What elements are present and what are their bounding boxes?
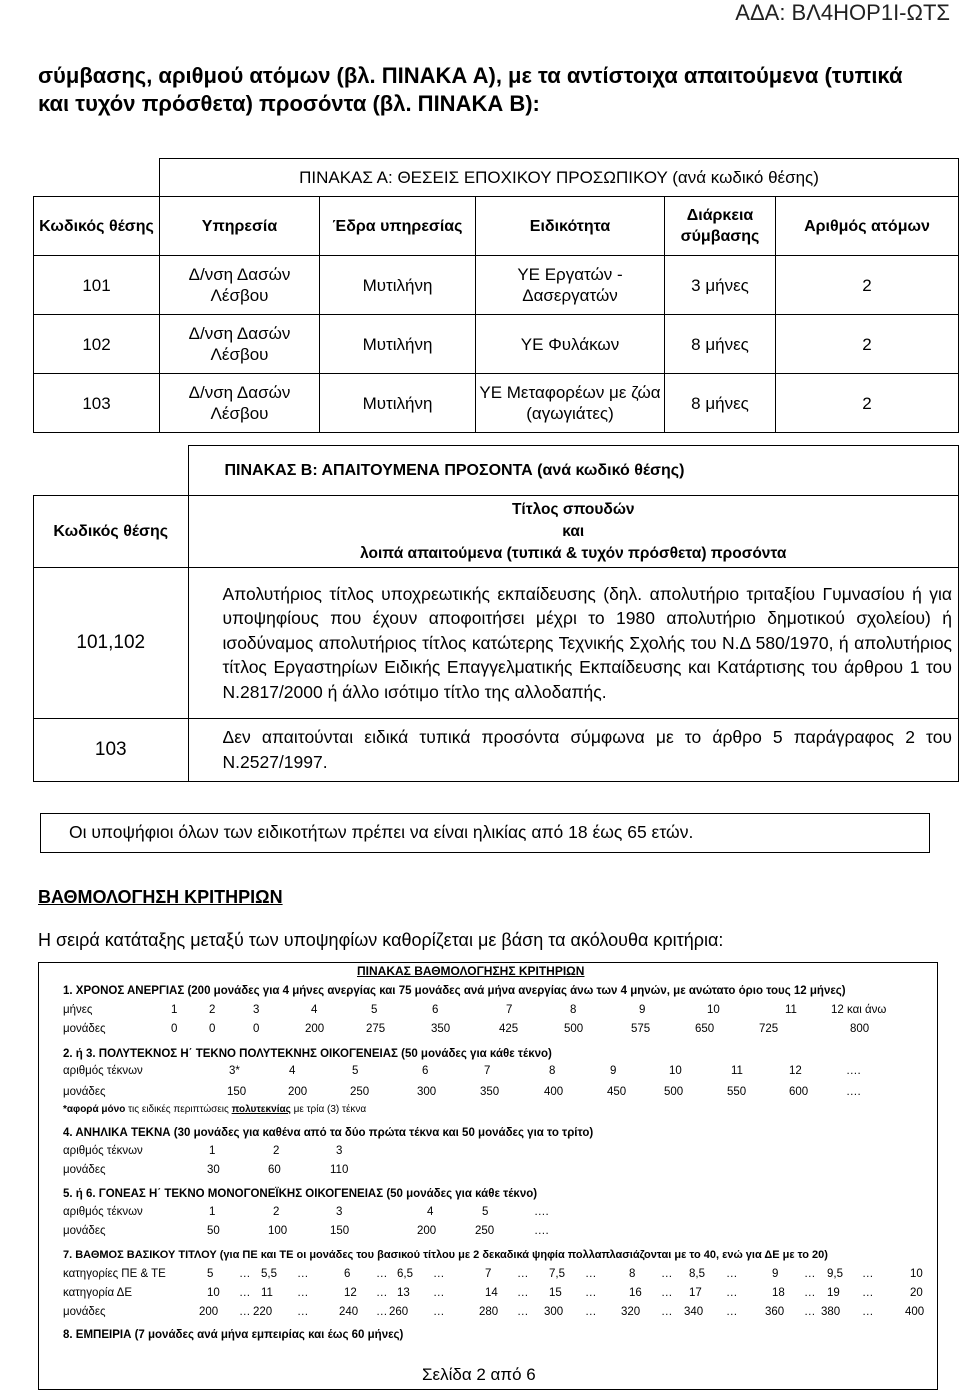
criteria-value: … [517, 1268, 529, 1280]
criteria-value: 3 [253, 1004, 260, 1016]
criteria-value: 12 [344, 1287, 357, 1299]
criterion-2-title: 2. ή 3. ΠΟΛΥΤΕΚΝΟΣ Η΄ ΤΕΚΝΟ ΠΟΛΥΤΕΚΝΗΣ ΟΙΚΟΓΕΝΕΙΑΣ (50 μονάδες για κάθε τέκνο) [63, 1048, 552, 1060]
criteria-value: … [239, 1306, 251, 1318]
criteria-value: … [585, 1268, 597, 1280]
criteria-value: 4 [289, 1065, 296, 1077]
criteria-value: 3 [336, 1145, 343, 1157]
criteria-value: 150 [227, 1086, 247, 1098]
criteria-value: … [239, 1268, 251, 1280]
criteria-value: 340 [684, 1306, 704, 1318]
criterion-7-label: κατηγορία ΔΕ [63, 1287, 132, 1299]
criteria-value: 3 [336, 1206, 343, 1218]
table-row [34, 315, 959, 374]
criteria-value: 7 [485, 1268, 492, 1280]
criteria-value: 6 [422, 1065, 429, 1077]
criteria-value: 2 [273, 1145, 280, 1157]
criteria-value: … [726, 1287, 738, 1299]
table-cell: Μυτιλήνη [320, 315, 476, 374]
criteria-value: 4 [427, 1206, 434, 1218]
criterion-5-label: μονάδες [63, 1225, 106, 1237]
table-b-header-line: και [562, 522, 585, 540]
criteria-value: 10 [910, 1268, 923, 1280]
criteria-value: 200 [288, 1086, 308, 1098]
note-part: *αφορά μόνο [63, 1104, 126, 1115]
criteria-value: … [376, 1268, 388, 1280]
criteria-value: 110 [330, 1164, 349, 1176]
criteria-value: … [517, 1306, 529, 1318]
criteria-value: 275 [366, 1023, 386, 1035]
criteria-value: 7,5 [549, 1268, 565, 1280]
table-cell: 2 [776, 256, 959, 315]
table-cell: ΥΕ Εργατών - Δασεργατών [476, 256, 665, 315]
criteria-value: 300 [417, 1086, 437, 1098]
criteria-value: 250 [350, 1086, 370, 1098]
table-cell: Δ/νση Δασών Λέσβου [160, 374, 320, 433]
criteria-value: 575 [631, 1023, 651, 1035]
criteria-value: …. [846, 1065, 861, 1077]
criteria-value: 100 [268, 1225, 288, 1237]
criteria-value: 360 [765, 1306, 785, 1318]
intro-text: σύμβασης, αριθμού ατόμων (βλ. ΠΙΝΑΚΑ Α), με τα αντίστοιχα απαιτούμενα (τυπικά και τυχόν πρόσθετα) προσόντα (βλ. ΠΙΝΑΚΑ Β): [38, 63, 903, 116]
criteria-value: 50 [207, 1225, 220, 1237]
note-part: πολυτεκνίας [231, 1104, 291, 1115]
criteria-value: 8 [629, 1268, 636, 1280]
criteria-value: 350 [431, 1023, 451, 1035]
criteria-value: 9,5 [827, 1268, 843, 1280]
criteria-value: 2 [273, 1206, 280, 1218]
table-a-header: Ειδικότητα [476, 197, 665, 256]
criteria-value: 14 [485, 1287, 498, 1299]
criteria-value: 3* [229, 1065, 240, 1077]
criteria-value: 15 [549, 1287, 562, 1299]
age-note: Οι υποψήφιοι όλων των ειδικοτήτων πρέπει να είναι ηλικίας από 18 έως 65 ετών. [69, 822, 694, 842]
table-cell: 8 μήνες [665, 374, 776, 433]
criterion-5-title: 5. ή 6. ΓΟΝΕΑΣ Η΄ ΤΕΚΝΟ ΜΟΝΟΓΟΝΕΪΚΗΣ ΟΙΚΟΓΕΝΕΙΑΣ (50 μονάδες για κάθε τέκνο) [63, 1188, 538, 1200]
criteria-value: 2 [209, 1004, 216, 1016]
criteria-value: 9 [639, 1004, 646, 1016]
criterion-2-note [63, 1104, 366, 1115]
criteria-value: … [376, 1306, 388, 1318]
order-text: Η σειρά κατάταξης μεταξύ των υποψηφίων καθορίζεται με βάση τα ακόλουθα κριτήρια: [38, 930, 724, 950]
table-cell: 2 [776, 315, 959, 374]
criteria-value: 9 [772, 1268, 779, 1280]
page-footer: Σελίδα 2 από 6 [422, 1365, 536, 1384]
criteria-value: 11 [261, 1287, 273, 1299]
table-cell: ΥΕ Μεταφορέων με ζώα (αγωγιάτες) [476, 374, 665, 433]
age-note-box [40, 813, 930, 853]
table-cell: Δ/νση Δασών Λέσβου [160, 315, 320, 374]
table-b [33, 445, 959, 782]
table-cell: 102 [34, 315, 160, 374]
criteria-value: 6 [432, 1004, 439, 1016]
criteria-value: … [239, 1287, 251, 1299]
criterion-1-label: μονάδες [63, 1023, 106, 1035]
criteria-value: 450 [607, 1086, 627, 1098]
criteria-title: ΠΙΝΑΚΑΣ ΒΑΘΜΟΛΟΓΗΣΗΣ ΚΡΙΤΗΡΙΩΝ [357, 964, 585, 978]
criteria-value: 1 [209, 1206, 216, 1218]
criterion-2-label: αριθμός τέκνων [63, 1065, 143, 1077]
criteria-value: … [585, 1287, 597, 1299]
criteria-value: … [376, 1287, 388, 1299]
criteria-value: 320 [621, 1306, 641, 1318]
criteria-value: 550 [727, 1086, 747, 1098]
table-a-header: Έδρα υπηρεσίας [320, 197, 476, 256]
criteria-value: 17 [689, 1287, 702, 1299]
note-part: τις ειδικές περιπτώσεις [128, 1104, 229, 1115]
criteria-value: … [726, 1306, 738, 1318]
criteria-value: 500 [664, 1086, 684, 1098]
criteria-value: … [726, 1268, 738, 1280]
criteria-value: 0 [171, 1023, 178, 1035]
criteria-value: … [862, 1268, 874, 1280]
table-a-header: Υπηρεσία [160, 197, 320, 256]
criteria-value: 5,5 [261, 1268, 277, 1280]
table-row [34, 256, 959, 315]
criteria-value: 13 [397, 1287, 410, 1299]
criteria-value: … [585, 1306, 597, 1318]
criteria-value: 9 [610, 1065, 617, 1077]
criterion-5-label: αριθμός τέκνων [63, 1206, 143, 1218]
criteria-value: … [297, 1287, 309, 1299]
criteria-value: 200 [199, 1306, 219, 1318]
note-part: με τρία (3) τέκνα [293, 1104, 367, 1115]
criteria-value: … [297, 1306, 309, 1318]
criteria-value: 4 [311, 1004, 318, 1016]
table-b-header: Κωδικός θέσης [34, 496, 189, 568]
criteria-value: 600 [789, 1086, 809, 1098]
criteria-value: 30 [207, 1164, 220, 1176]
table-a-header: Διάρκεια σύμβασης [665, 197, 776, 256]
criteria-value: 300 [544, 1306, 564, 1318]
table-b-header-line: λοιπά απαιτούμενα (τυπικά & τυχόν πρόσθετα) προσόντα [360, 544, 787, 562]
table-cell: Μυτιλήνη [320, 256, 476, 315]
criteria-value: 500 [564, 1023, 584, 1035]
criteria-value: 250 [475, 1225, 495, 1237]
table-cell: 103 [34, 374, 160, 433]
table-cell: Μυτιλήνη [320, 374, 476, 433]
table-a-header: Αριθμός ατόμων [776, 197, 959, 256]
table-a-header: Κωδικός θέσης [34, 197, 160, 256]
criteria-value: … [862, 1306, 874, 1318]
criteria-value: … [804, 1306, 816, 1318]
criteria-value: … [433, 1287, 445, 1299]
criterion-4-label: αριθμός τέκνων [63, 1145, 143, 1157]
criteria-value: … [517, 1287, 529, 1299]
criteria-value: 8 [570, 1004, 577, 1016]
criteria-value: 10 [707, 1004, 720, 1016]
table-b-header [188, 496, 959, 568]
criteria-value: 240 [339, 1306, 359, 1318]
criteria-value: … [661, 1287, 673, 1299]
table-a [33, 158, 959, 433]
criteria-value: 5 [482, 1206, 489, 1218]
criteria-value: … [661, 1306, 673, 1318]
criteria-value: 380 [821, 1306, 841, 1318]
table-cell: Απολυτήριος τίτλος υποχρεωτικής εκπαίδευσης (δηλ. απολυτήριο τριταξίου Γυμνασίου ή για υποψηφίους που έχουν αποφοιτήσει μέχρι το 1980 απολυτήριο δημοτικού σχολείου) ή ισοδύναμος απολυτήριος τίτλος κατώτερης Τεχνικής Σχολής του Ν.Δ 580/1970, ή απολυτήριος τίτλος Εργαστηρίων Ειδικής Επαγγελματικής Εκπαίδευσης και Κατάρτισης του άρθρου 1 του Ν.2817/2000 ή άλλο ισότιμο τίτλο της αλλοδαπής. [188, 568, 959, 719]
criterion-7-label: μονάδες [63, 1306, 106, 1318]
criteria-value: 200 [305, 1023, 325, 1035]
table-cell: ΥΕ Φυλάκων [476, 315, 665, 374]
criteria-value: 280 [479, 1306, 499, 1318]
criterion-8-title: 8. ΕΜΠΕΙΡΙΑ (7 μονάδες ανά μήνα εμπειρίας και έως 60 μήνες) [63, 1329, 404, 1341]
criteria-value: … [433, 1268, 445, 1280]
criterion-4-title: 4. ΑΝΗΛΙΚΑ ΤΕΚΝΑ (30 μονάδες για καθένα από τα δύο πρώτα τέκνα και 50 μονάδες για το τρίτο) [63, 1127, 594, 1139]
criteria-value: 7 [506, 1004, 513, 1016]
table-cell: 101 [34, 256, 160, 315]
criteria-value: 650 [695, 1023, 715, 1035]
criteria-value: 11 [731, 1065, 743, 1077]
criteria-value: 18 [772, 1287, 785, 1299]
criteria-value: … [862, 1287, 874, 1299]
criteria-value: 7 [484, 1065, 491, 1077]
criteria-value: 19 [827, 1287, 840, 1299]
criterion-4-label: μονάδες [63, 1164, 106, 1176]
criteria-value: 6,5 [397, 1268, 413, 1280]
criteria-value: 150 [330, 1225, 350, 1237]
criteria-value: …. [534, 1206, 549, 1218]
criteria-value: 400 [544, 1086, 564, 1098]
criteria-value: 12 [789, 1065, 802, 1077]
criterion-7-title: 7. ΒΑΘΜΟΣ ΒΑΣΙΚΟΥ ΤΙΤΛΟΥ (για ΠΕ και ΤΕ οι μονάδες του βασικού τίτλου με 2 δεκαδικά ψηφία πολλαπλασιάζονται με το 40, ενώ για ΔΕ με το 20) [63, 1249, 828, 1261]
criteria-value: 5 [371, 1004, 378, 1016]
criteria-value: 1 [209, 1145, 216, 1157]
criteria-value: …. [846, 1086, 861, 1098]
table-cell: 2 [776, 374, 959, 433]
criteria-value: … [433, 1306, 445, 1318]
grading-heading: ΒΑΘΜΟΛΟΓΗΣΗ ΚΡΙΤΗΡΙΩΝ [38, 887, 283, 907]
criteria-value: 400 [905, 1306, 925, 1318]
criteria-value: 800 [850, 1023, 870, 1035]
criteria-value: 220 [253, 1306, 273, 1318]
criteria-value: 260 [389, 1306, 409, 1318]
criteria-value: 6 [344, 1268, 351, 1280]
table-cell: Δεν απαιτούνται ειδικά τυπικά προσόντα σύμφωνα με το άρθρο 5 παράγραφος 2 του Ν.2527/1997. [188, 719, 959, 782]
criteria-value: 10 [207, 1287, 220, 1299]
criteria-value: 5 [352, 1065, 359, 1077]
criterion-1-title: 1. ΧΡΟΝΟΣ ΑΝΕΡΓΙΑΣ (200 μονάδες για 4 μήνες ανεργίας και 75 μονάδες ανά μήνα ανεργίας άνω των 4 μηνών, με ανώτατο όριο τους 12 μήνες) [63, 985, 846, 997]
table-b-title: ΠΙΝΑΚΑΣ Β: ΑΠΑΙΤΟΥΜΕΝΑ ΠΡΟΣΟΝΤΑ (ανά κωδικό θέσης) [188, 446, 959, 496]
criteria-value: 350 [480, 1086, 500, 1098]
criteria-value: 10 [669, 1065, 682, 1077]
table-cell: 8 μήνες [665, 315, 776, 374]
table-row [34, 719, 959, 782]
table-a-title: ΠΙΝΑΚΑΣ Α: ΘΕΣΕΙΣ ΕΠΟΧΙΚΟΥ ΠΡΟΣΩΠΙΚΟΥ (ανά κωδικό θέσης) [160, 159, 959, 197]
criteria-value: 16 [629, 1287, 642, 1299]
criteria-value: 8 [549, 1065, 556, 1077]
criterion-7-label: κατηγορίες ΠΕ & ΤΕ [63, 1268, 166, 1280]
table-cell: 101,102 [34, 568, 189, 719]
table-b-header-line: Τίτλος σπουδών [511, 500, 635, 518]
criteria-value: 11 [785, 1004, 797, 1016]
criteria-value: 200 [417, 1225, 437, 1237]
criteria-value: 20 [910, 1287, 923, 1299]
criteria-value: 0 [209, 1023, 216, 1035]
table-cell: 103 [34, 719, 189, 782]
table-row [34, 374, 959, 433]
table-row [34, 568, 959, 719]
criteria-value: 8,5 [689, 1268, 705, 1280]
criterion-2-label: μονάδες [63, 1086, 106, 1098]
criteria-value: 1 [171, 1004, 178, 1016]
criteria-value: 5 [207, 1268, 214, 1280]
ada-code: ΑΔΑ: ΒΛ4ΗΟΡ1Ι-ΩΤΣ [735, 0, 950, 25]
criteria-value: …. [534, 1225, 549, 1237]
criteria-value: … [804, 1287, 816, 1299]
table-cell: Δ/νση Δασών Λέσβου [160, 256, 320, 315]
criteria-value: 12 και άνω [831, 1004, 887, 1016]
criteria-value: 60 [268, 1164, 281, 1176]
criterion-1-label: μήνες [63, 1004, 93, 1016]
criteria-table [38, 962, 938, 1390]
criteria-value: … [804, 1268, 816, 1280]
criteria-value: 425 [499, 1023, 519, 1035]
criteria-value: … [297, 1268, 309, 1280]
criteria-value: 0 [253, 1023, 260, 1035]
table-cell: 3 μήνες [665, 256, 776, 315]
criteria-value: 725 [759, 1023, 779, 1035]
criteria-value: … [661, 1268, 673, 1280]
